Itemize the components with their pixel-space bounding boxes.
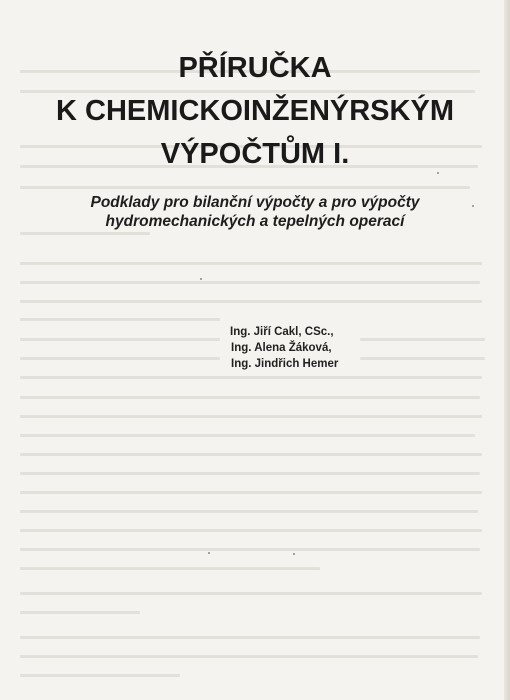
book-subtitle-line-2: hydromechanických a tepelných operací bbox=[105, 213, 405, 230]
book-title-line-1: PŘÍRUČKA bbox=[178, 52, 332, 84]
page-edge bbox=[504, 0, 510, 700]
author-list bbox=[230, 324, 338, 372]
book-title-line-2: K CHEMICKOINŽENÝRSKÝM bbox=[56, 95, 454, 127]
author-name: Ing. Jiří Cakl, CSc., bbox=[230, 326, 334, 338]
author-name: Ing. Alena Žáková, bbox=[231, 342, 332, 354]
book-title-line-3: VÝPOČTŮM I. bbox=[160, 138, 350, 170]
author-name: Ing. Jindřich Hemer bbox=[231, 358, 339, 370]
book-subtitle-line-1: Podklady pro bilanční výpočty a pro výpočty bbox=[90, 194, 420, 211]
